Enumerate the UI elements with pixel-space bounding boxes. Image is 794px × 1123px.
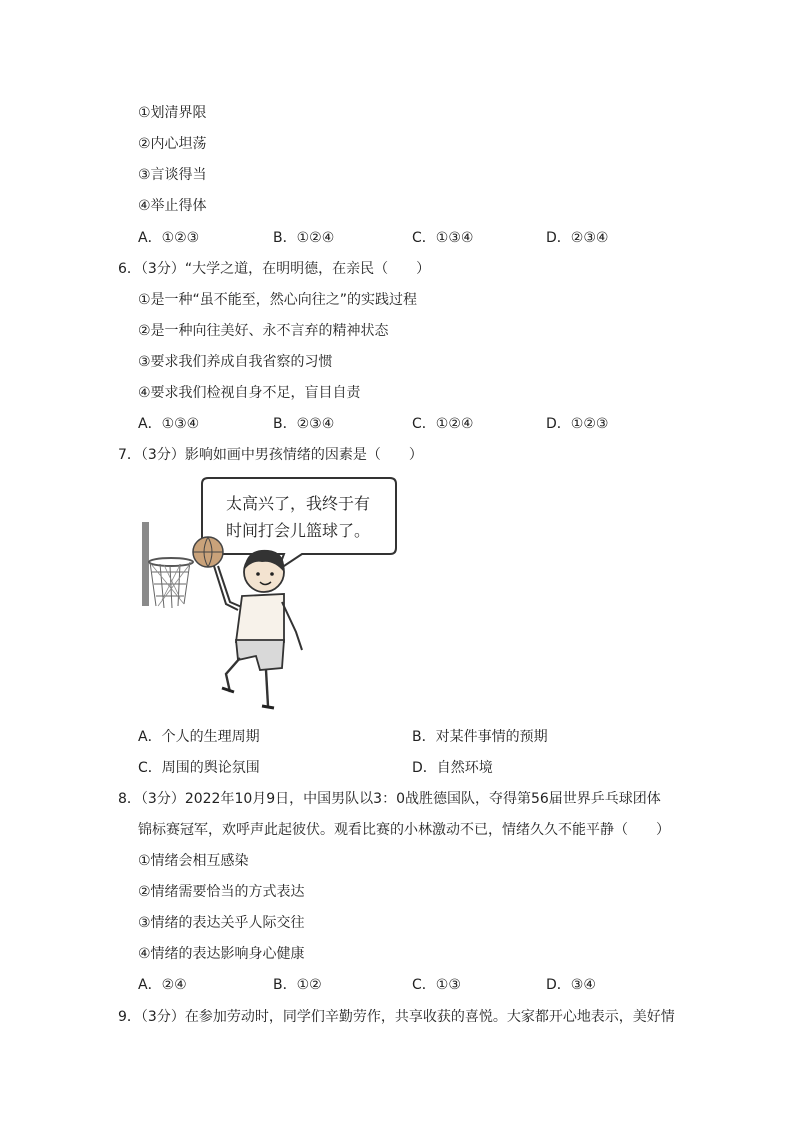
basketball-hoop-icon [142,522,193,608]
boy-figure [214,550,302,708]
q6-statement-4: ④要求我们检视自身不足，盲目自责 [138,385,361,401]
q5-statement-1: ①划清界限 [138,105,207,121]
q8-option-b: B．①② [273,977,322,993]
q6-stem: 6．（3分）“大学之道，在明明德，在亲民（ ） [118,261,431,277]
q6-option-c: C．①②④ [412,416,474,432]
q7-option-c: C．周围的舆论氛围 [138,760,260,776]
q8-option-a: A．②④ [138,977,187,993]
basketball-boy-illustration [134,474,404,714]
q5-statement-2: ②内心坦荡 [138,136,207,152]
q7-stem: 7．（3分）影响如画中男孩情绪的因素是（ ） [118,447,423,463]
q6-statement-2: ②是一种向往美好、永不言弃的精神状态 [138,323,389,339]
q9-stem: 9．（3分）在参加劳动时，同学们辛勤劳作，共享收获的喜悦。大家都开心地表示，美好情 [118,1009,675,1025]
q8-option-d: D．③④ [546,977,596,993]
q6-option-d: D．①②③ [546,416,609,432]
q5-statement-4: ④举止得体 [138,198,207,214]
q8-statement-3: ③情绪的表达关乎人际交往 [138,915,305,931]
speech-line-1: 太高兴了，我终于有 [226,494,371,513]
speech-line-2: 时间打会儿篮球了。 [226,521,371,540]
q8-stem-line-1: 8．（3分）2022年10月9日，中国男队以3：0战胜德国队，夺得第56届世界乒乓球团体 [118,791,661,807]
q6-option-a: A．①③④ [138,416,200,432]
q6-statement-1: ①是一种“虽不能至，然心向往之”的实践过程 [138,292,418,308]
q8-statement-2: ②情绪需要恰当的方式表达 [138,884,305,900]
q8-option-c: C．①③ [412,977,461,993]
q8-statement-1: ①情绪会相互感染 [138,853,249,869]
q7-option-b: B．对某件事情的预期 [412,729,548,745]
q5-option-c: C．①③④ [412,230,474,246]
q5-statement-3: ③言谈得当 [138,167,207,183]
q7-option-d: D．自然环境 [412,760,493,776]
q8-statement-4: ④情绪的表达影响身心健康 [138,946,305,962]
q7-option-a: A．个人的生理周期 [138,729,260,745]
q5-option-b: B．①②④ [273,230,335,246]
basketball-icon [193,537,223,567]
q8-stem-line-2: 锦标赛冠军，欢呼声此起彼伏。观看比赛的小林激动不已，情绪久久不能平静（ ） [138,822,670,838]
q5-option-a: A．①②③ [138,230,200,246]
q6-statement-3: ③要求我们养成自我省察的习惯 [138,354,333,370]
speech-bubble [202,478,396,570]
q5-option-d: D．②③④ [546,230,609,246]
q6-option-b: B．②③④ [273,416,335,432]
